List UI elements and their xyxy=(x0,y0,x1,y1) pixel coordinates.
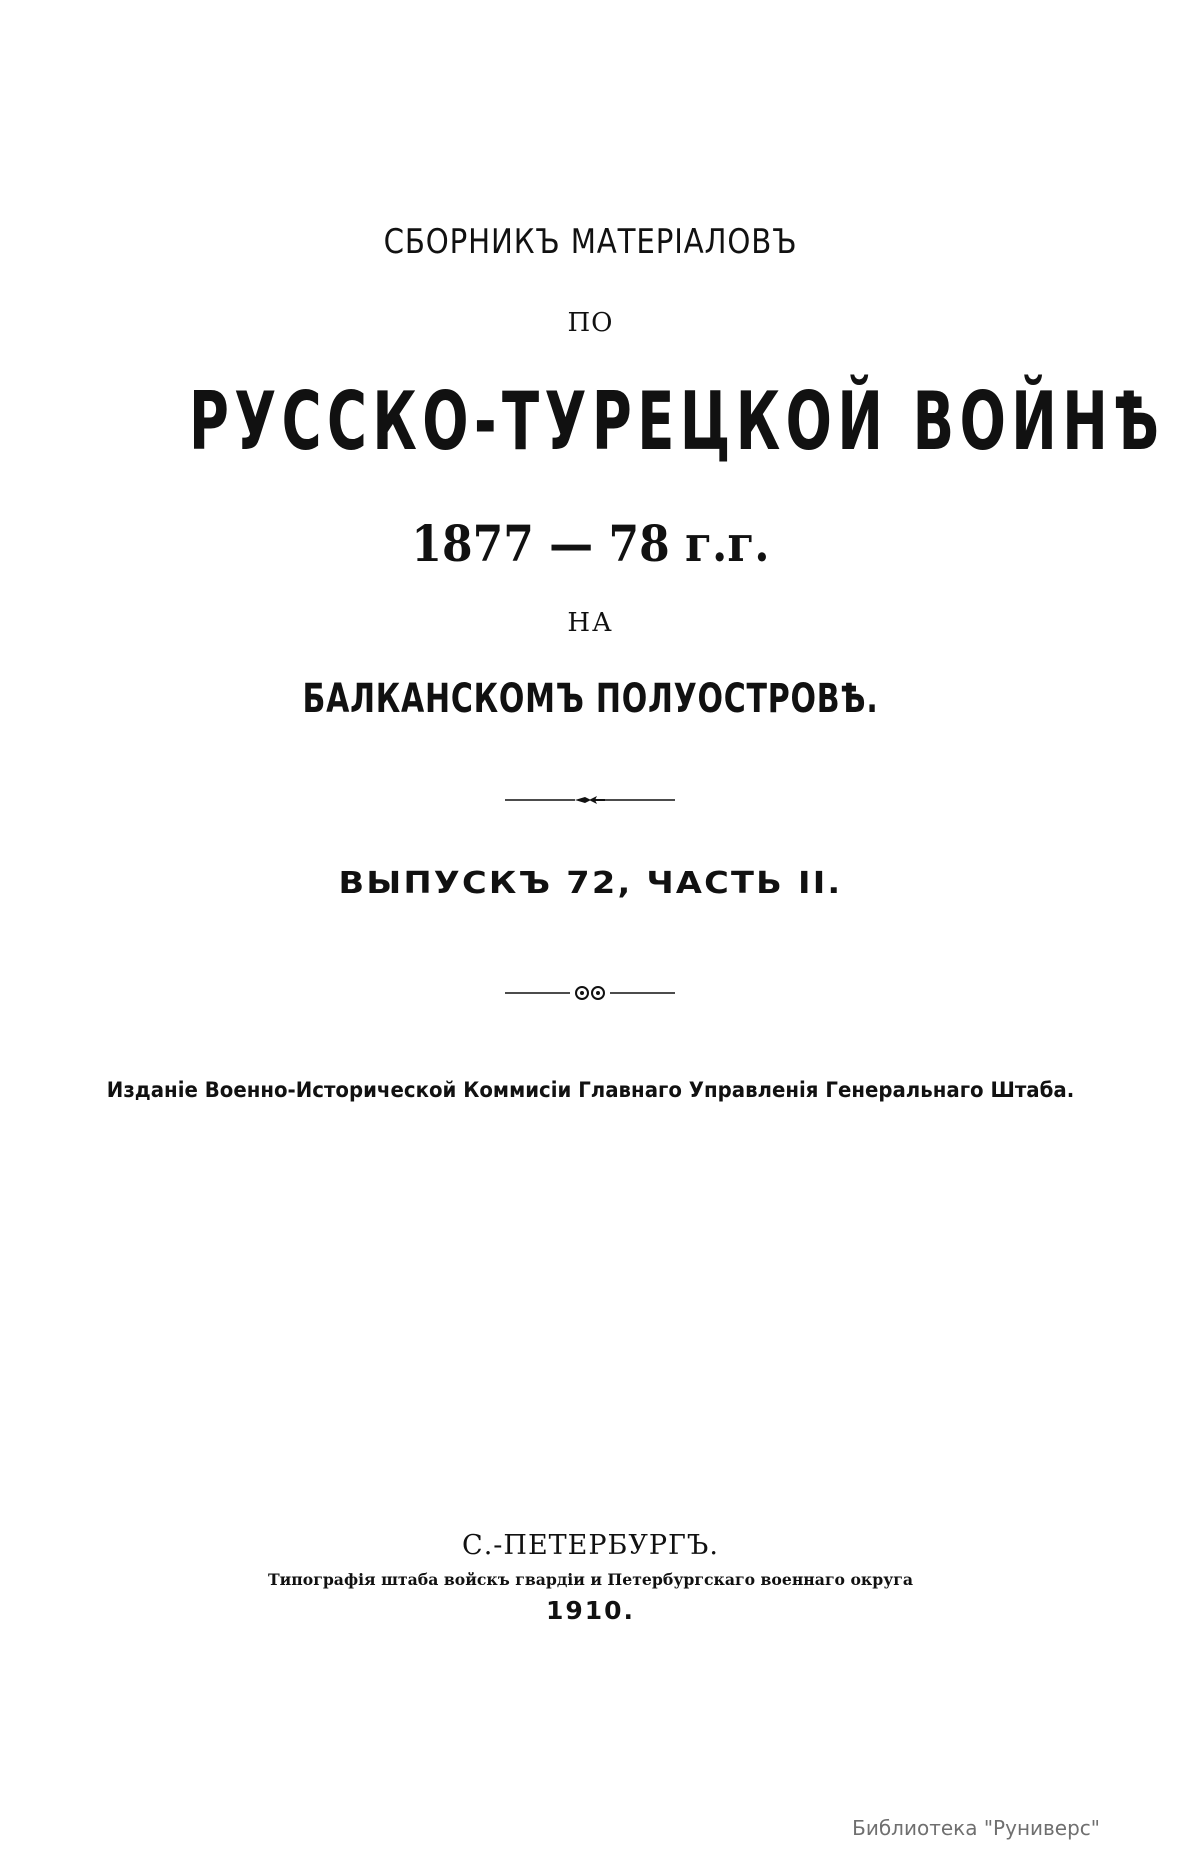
preposition-na: НА xyxy=(567,608,614,638)
publisher-line: Изданіе Военно-Исторической Коммисіи Главнаго Управленія Генеральнаго Штаба. xyxy=(106,1078,1075,1102)
years: 1877 — 78 г.г. xyxy=(411,514,770,573)
divider-flowers-icon xyxy=(505,985,675,1001)
publication-year: 1910. xyxy=(545,1596,636,1625)
subtitle: БАЛКАНСКОМЪ ПОЛУОСТРОВѢ. xyxy=(302,676,879,722)
printer-line: Типографія штаба войскъ гвардіи и Петербургскаго военнаго округа xyxy=(267,1570,914,1589)
preposition-po: ПО xyxy=(567,308,614,338)
city: С.-ПЕТЕРБУРГЪ. xyxy=(462,1530,719,1561)
series-title: СБОРНИКЪ МАТЕРІАЛОВЪ xyxy=(383,222,798,262)
main-title: РУССКО-ТУРЕЦКОЙ ВОЙНѢ xyxy=(188,375,1165,468)
issue-label: ВЫПУСКЪ 72, ЧАСТЬ II. xyxy=(338,866,843,901)
divider-arrow-icon xyxy=(505,792,675,808)
library-watermark: Библиотека "Руниверс" xyxy=(852,1816,1100,1840)
